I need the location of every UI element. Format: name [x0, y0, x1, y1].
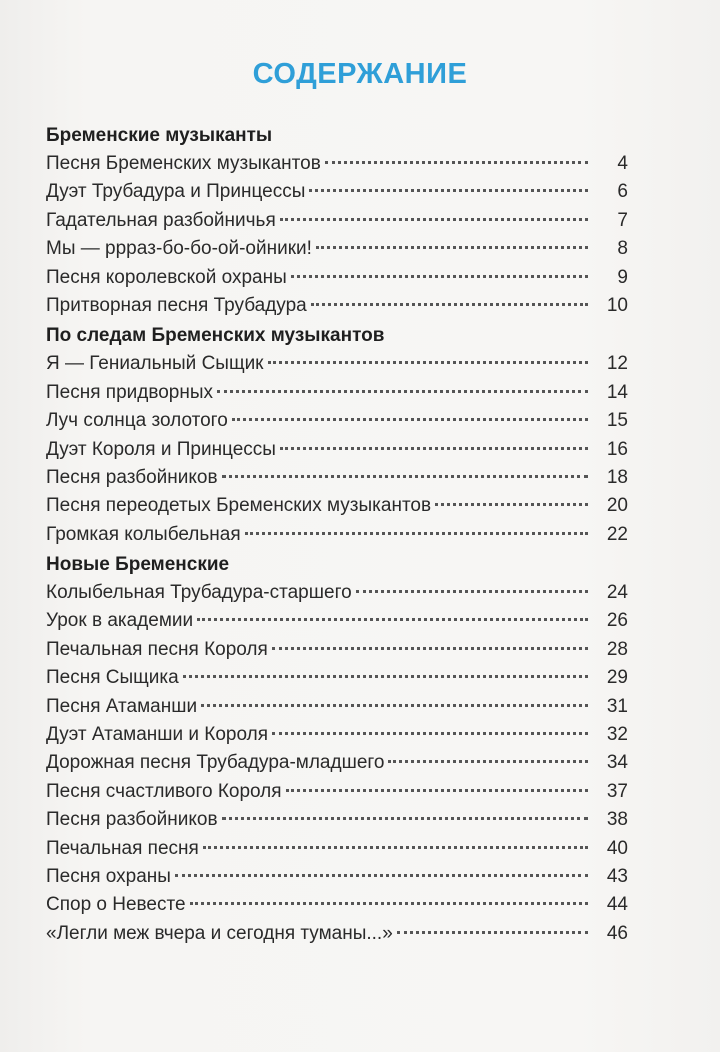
toc-entry[interactable] — [46, 693, 628, 721]
toc-entry[interactable] — [46, 664, 628, 692]
entry-page-number: 32 — [606, 724, 628, 746]
toc-entry[interactable] — [46, 721, 628, 749]
entry-page-number: 38 — [606, 809, 628, 831]
entry-page-number: 26 — [606, 610, 628, 632]
entry-title: Песня счастливого Короля — [46, 780, 282, 802]
dot-leader — [309, 189, 588, 192]
toc-entry[interactable] — [46, 207, 628, 235]
toc-entry[interactable] — [46, 749, 628, 777]
entry-page-number: 37 — [606, 780, 628, 802]
dot-leader — [388, 760, 588, 763]
toc-entry[interactable] — [46, 920, 628, 948]
entry-title: Гадательная разбойничья — [46, 209, 276, 231]
page-title: СОДЕРЖАНИЕ — [252, 58, 468, 90]
entry-page-number: 44 — [606, 894, 628, 916]
toc-entry[interactable] — [46, 521, 628, 549]
toc-entry[interactable] — [46, 292, 628, 320]
dot-leader — [183, 675, 588, 678]
toc-entry[interactable] — [46, 891, 628, 919]
dot-leader — [175, 874, 588, 877]
section-heading: Бременские музыканты — [46, 125, 273, 146]
entry-page-number: 6 — [617, 181, 628, 203]
entry-title: Песня придворных — [46, 381, 214, 403]
dot-leader — [280, 447, 588, 450]
dot-leader — [217, 390, 588, 393]
dot-leader — [316, 246, 588, 249]
dot-leader — [272, 732, 588, 735]
dot-leader — [397, 931, 588, 934]
entry-page-number: 20 — [606, 495, 628, 517]
entry-title: Колыбельная Трубадура-старшего — [46, 582, 352, 604]
toc-entry[interactable] — [46, 579, 628, 607]
toc-entry[interactable] — [46, 178, 628, 206]
entry-title: Песня переодетых Бременских музыкантов — [46, 495, 432, 517]
entry-page-number: 28 — [606, 638, 628, 660]
entry-title: Песня охраны — [46, 865, 171, 887]
entry-page-number: 16 — [606, 438, 628, 460]
dot-leader — [245, 532, 588, 535]
dot-leader — [311, 303, 588, 306]
entry-page-number: 18 — [606, 466, 628, 488]
toc-entry[interactable] — [46, 464, 628, 492]
toc-entry[interactable] — [46, 492, 628, 520]
entry-page-number: 10 — [606, 294, 628, 316]
entry-page-number: 4 — [617, 153, 628, 174]
toc-entry[interactable] — [46, 806, 628, 834]
entry-title: Дуэт Короля и Принцессы — [46, 438, 276, 460]
table-of-contents — [46, 122, 628, 948]
entry-title: Урок в академии — [46, 610, 194, 632]
entry-title: Спор о Невесте — [46, 894, 186, 916]
toc-entry[interactable] — [46, 636, 628, 664]
entry-page-number: 12 — [606, 353, 628, 375]
entry-page-number: 31 — [606, 695, 628, 717]
entry-title: Песня Бременских музыкантов — [46, 153, 321, 174]
toc-entry[interactable] — [46, 835, 628, 863]
entry-page-number: 7 — [617, 209, 628, 231]
entry-page-number: 43 — [606, 865, 628, 887]
toc-entry[interactable] — [46, 863, 628, 891]
toc-entry[interactable] — [46, 778, 628, 806]
entry-title: Песня Сыщика — [46, 667, 179, 689]
toc-entry[interactable] — [46, 407, 628, 435]
entry-page-number: 46 — [606, 922, 628, 944]
dot-leader — [356, 590, 588, 593]
entry-title: Луч солнца золотого — [46, 410, 228, 432]
dot-leader — [203, 846, 588, 849]
entry-title: Песня разбойников — [46, 809, 218, 831]
section-heading: По следам Бременских музыкантов — [46, 325, 385, 347]
entry-title: Печальная песня Короля — [46, 638, 268, 660]
dot-leader — [201, 704, 588, 707]
entry-page-number: 22 — [606, 523, 628, 545]
dot-leader — [291, 275, 588, 278]
entry-title: Песня разбойников — [46, 466, 218, 488]
entry-page-number: 14 — [606, 381, 628, 403]
entry-page-number: 34 — [606, 752, 628, 774]
entry-title: Громкая колыбельная — [46, 523, 241, 545]
entry-title: Мы — рррaз-бо-бо-ой-ойники! — [46, 238, 312, 260]
entry-title: Дуэт Трубадура и Принцессы — [46, 181, 306, 203]
dot-leader — [286, 789, 588, 792]
dot-leader — [190, 902, 588, 905]
toc-entry[interactable] — [46, 235, 628, 263]
entry-title: Песня королевской охраны — [46, 266, 287, 288]
dot-leader — [222, 475, 588, 478]
dot-leader — [325, 161, 588, 164]
dot-leader — [232, 418, 588, 421]
entry-page-number: 9 — [617, 266, 628, 288]
toc-entry[interactable] — [46, 150, 628, 178]
dot-leader — [222, 817, 588, 820]
entry-title: Я — Гениальный Сыщик — [46, 353, 264, 375]
entry-page-number: 15 — [606, 410, 628, 432]
toc-section — [46, 122, 628, 320]
dot-leader — [268, 361, 589, 364]
entry-page-number: 40 — [606, 837, 628, 859]
toc-entry[interactable] — [46, 264, 628, 292]
toc-section — [46, 322, 628, 549]
dot-leader — [272, 647, 588, 650]
toc-entry[interactable] — [46, 607, 628, 635]
entry-title: Дуэт Атаманши и Короля — [46, 724, 269, 746]
entry-title: Печальная песня — [46, 837, 199, 859]
section-heading: Новые Бременские — [46, 554, 230, 576]
entry-title: Песня Атаманши — [46, 695, 198, 717]
toc-entry[interactable] — [46, 436, 628, 464]
entry-page-number: 8 — [617, 238, 628, 260]
dot-leader — [435, 503, 588, 506]
entry-page-number: 24 — [606, 582, 628, 604]
dot-leader — [280, 218, 588, 221]
entry-title: «Легли меж вчера и сегодня туманы...» — [46, 922, 393, 944]
entry-title: Притворная песня Трубадура — [46, 294, 307, 316]
entry-page-number: 29 — [606, 667, 628, 689]
toc-entry[interactable] — [46, 379, 628, 407]
toc-section — [46, 551, 628, 948]
toc-entry[interactable] — [46, 350, 628, 378]
entry-title: Дорожная песня Трубадура-младшего — [46, 752, 385, 774]
dot-leader — [197, 618, 588, 621]
